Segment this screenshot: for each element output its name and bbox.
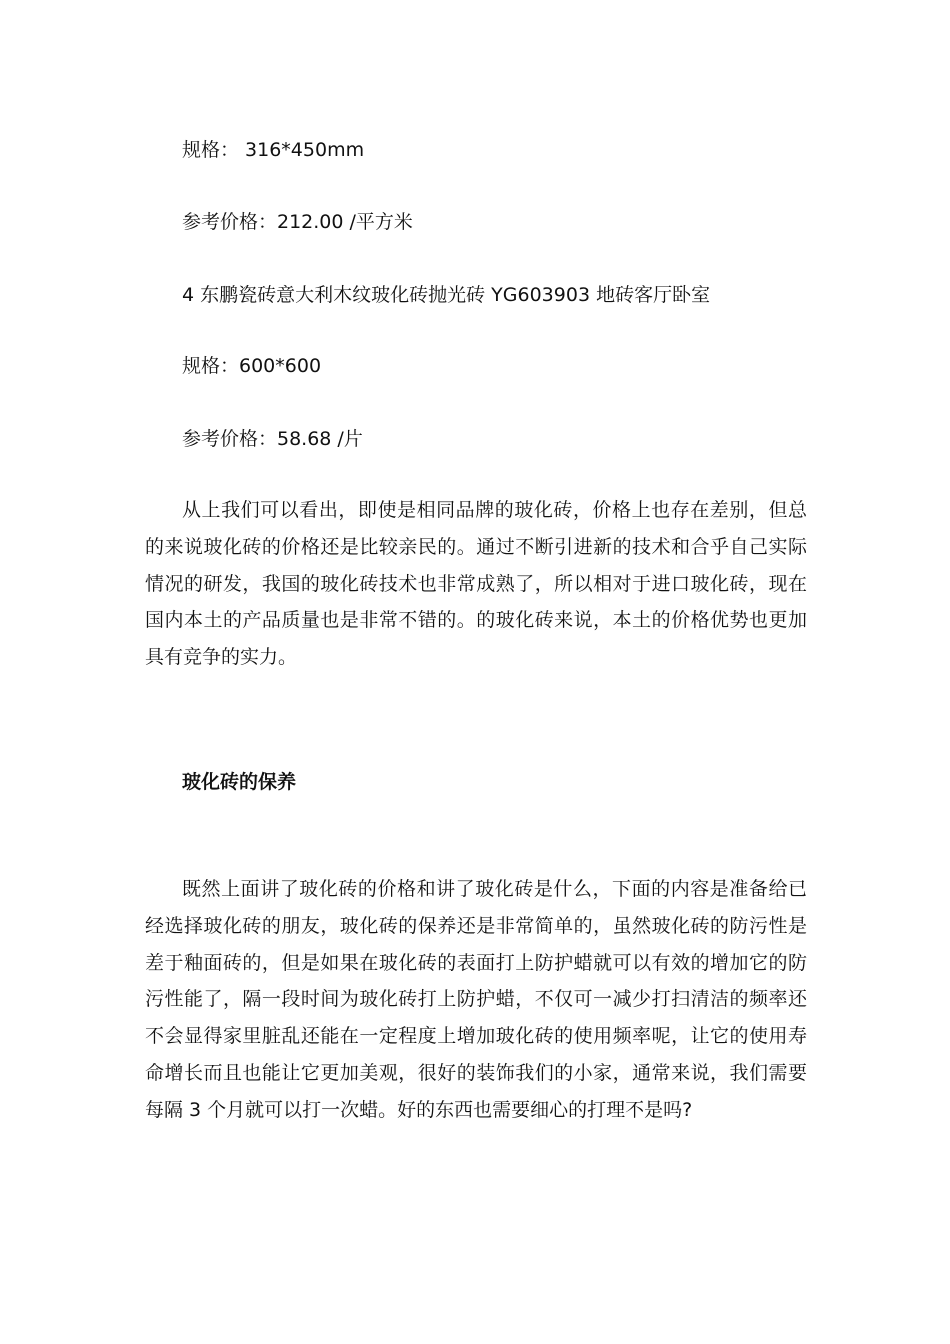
item-4-price: 参考价格：58.68 /片 bbox=[182, 428, 363, 450]
item-4-title: 4 东鹏瓷砖意大利木纹玻化砖抛光砖 YG603903 地砖客厅卧室 bbox=[182, 284, 711, 306]
summary-paragraph: 从上我们可以看出，即使是相同品牌的玻化砖，价格上也存在差别，但总的来说玻化砖的价格还是比较亲民的。通过不断引进新的技术和合乎自己实际情况的研发，我国的玻化砖技术也非常成熟了，所以相对于进口玻化砖，现在国内本土的产品质量也是非常不错的。的玻化砖来说，本土的价格优势也更加具有竞争的实力。 bbox=[145, 499, 807, 669]
maintenance-paragraph: 既然上面讲了玻化砖的价格和讲了玻化砖是什么，下面的内容是准备给已经选择玻化砖的朋友，玻化砖的保养还是非常简单的，虽然玻化砖的防污性是差于釉面砖的，但是如果在玻化砖的表面打上防护蜡就可以有效的增加它的防污性能了，隔一段时间为玻化砖打上防护蜡，不仅可一减少打扫清洁的频率还不会显得家里脏乱还能在一定程度上增加玻化砖的使用频率呢，让它的使用寿命增长而且也能让它更加美观，很好的装饰我们的小家，通常来说，我们需要每隔 3 个月就可以打一次蜡。好的东西也需要细心的打理不是吗? bbox=[145, 878, 807, 1121]
item-3-price: 参考价格：212.00 /平方米 bbox=[182, 211, 413, 233]
item-4-spec: 规格：600*600 bbox=[182, 355, 322, 377]
section-heading: 玻化砖的保养 bbox=[182, 771, 297, 793]
item-3-spec: 规格： 316*450mm bbox=[182, 139, 365, 161]
